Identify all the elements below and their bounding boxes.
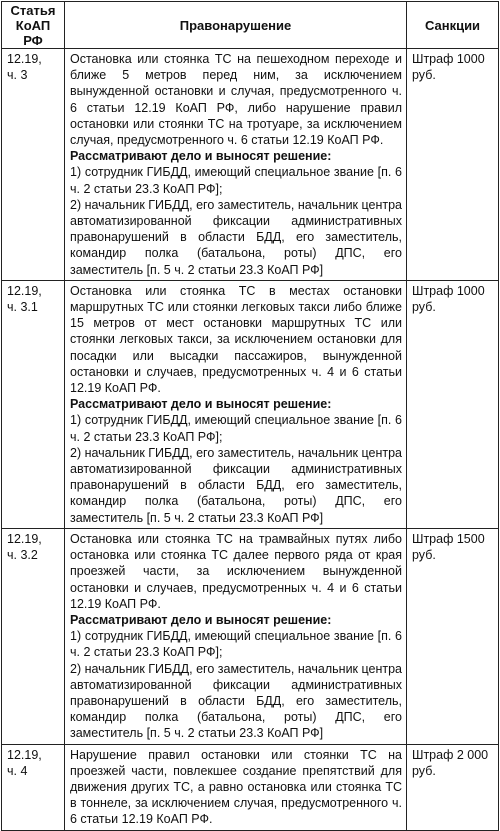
sanction-cell: Штраф 1000 руб. [407,49,499,281]
offense-description: Остановка или стоянка ТС на пешеходном переходе и ближе 5 метров перед ним, за исключением вынужденной остановки и случая, предусмотренного ч. 6 статьи 12.19 КоАП РФ, либо нарушение правил остановки или стоянки ТС на тротуаре, за исключением случая, предусмотренного ч. 6 статьи 12.19 КоАП РФ. [70,52,402,148]
article-cell: 12.19, ч. 3 [2,49,65,281]
offense-description: Остановка или стоянка ТС в местах остановки маршрутных ТС или стоянки легковых такси либо ближе 15 метров от мест остановки маршрутных ТС или стоянки легковых такси, за исключением остановки для посадки или высадки пассажиров, вынужденной остановки и случаев, предусмотренных ч. 4 и 6 статьи 12.19 КоАП РФ. [70,283,402,396]
decision-heading: Рассматривают дело и выносят решение: [70,397,332,412]
table-row [2,49,499,281]
header-article: Статья КоАП РФ [2,2,65,49]
decision-item-1: 1) сотрудник ГИБДД, имеющий специальное звание [п. 6 ч. 2 статьи 23.3 КоАП РФ]; [70,413,402,444]
offense-table [1,1,499,831]
offense-cell [65,280,407,528]
sanction-cell: Штраф 1000 руб. [407,280,499,528]
offense-cell [65,49,407,281]
header-offense: Правонарушение [65,2,407,49]
article-cell: 12.19, ч. 3.2 [2,528,65,744]
header-sanctions: Санкции [407,2,499,49]
decision-heading: Рассматривают дело и выносят решение: [70,612,332,627]
document-page [1,1,498,831]
offense-cell [65,528,407,744]
article-cell: 12.19, ч. 3.1 [2,280,65,528]
offense-cell [65,744,407,830]
decision-item-2: 2) начальник ГИБДД, его заместитель, начальник центра автоматизированной фиксации административных правонарушений в области БДД, его заместитель, командир полка (батальона, роты) ДПС, его заместитель [п. 5 ч. 2 статьи 23.3 КоАП РФ] [70,197,403,277]
article-cell: 12.19, ч. 4 [2,744,65,830]
decision-item-1: 1) сотрудник ГИБДД, имеющий специальное звание [п. 6 ч. 2 статьи 23.3 КоАП РФ]; [70,629,402,660]
decision-item-2: 2) начальник ГИБДД, его заместитель, начальник центра автоматизированной фиксации административных правонарушений в области БДД, его заместитель, командир полка (батальона, роты) ДПС, его заместитель [п. 5 ч. 2 статьи 23.3 КоАП РФ] [70,445,403,525]
offense-description: Нарушение правил остановки или стоянки ТС на проезжей части, повлекшее создание препятствий для движения других ТС, а равно остановка или стоянка ТС в тоннеле, за исключением случая, предусмотренного ч. 6 статьи 12.19 КоАП РФ. [70,747,402,827]
sanction-cell: Штраф 1500 руб. [407,528,499,744]
table-header-row [2,2,499,49]
decision-item-1: 1) сотрудник ГИБДД, имеющий специальное звание [п. 6 ч. 2 статьи 23.3 КоАП РФ]; [70,165,402,196]
offense-description: Остановка или стоянка ТС на трамвайных путях либо остановка или стоянка ТС далее первого ряда от края проезжей части, за исключением вынужденной остановки и случаев, предусмотренных ч. 4 и 6 статьи 12.19 КоАП РФ. [70,531,402,611]
table-row [2,528,499,744]
sanction-cell: Штраф 2 000 руб. [407,744,499,830]
decision-heading: Рассматривают дело и выносят решение: [70,149,332,164]
table-row [2,280,499,528]
decision-item-2: 2) начальник ГИБДД, его заместитель, начальник центра автоматизированной фиксации административных правонарушений в области БДД, его заместитель, командир полка (батальона, роты) ДПС, его заместитель [п. 5 ч. 2 статьи 23.3 КоАП РФ] [70,661,403,741]
table-row [2,744,499,830]
